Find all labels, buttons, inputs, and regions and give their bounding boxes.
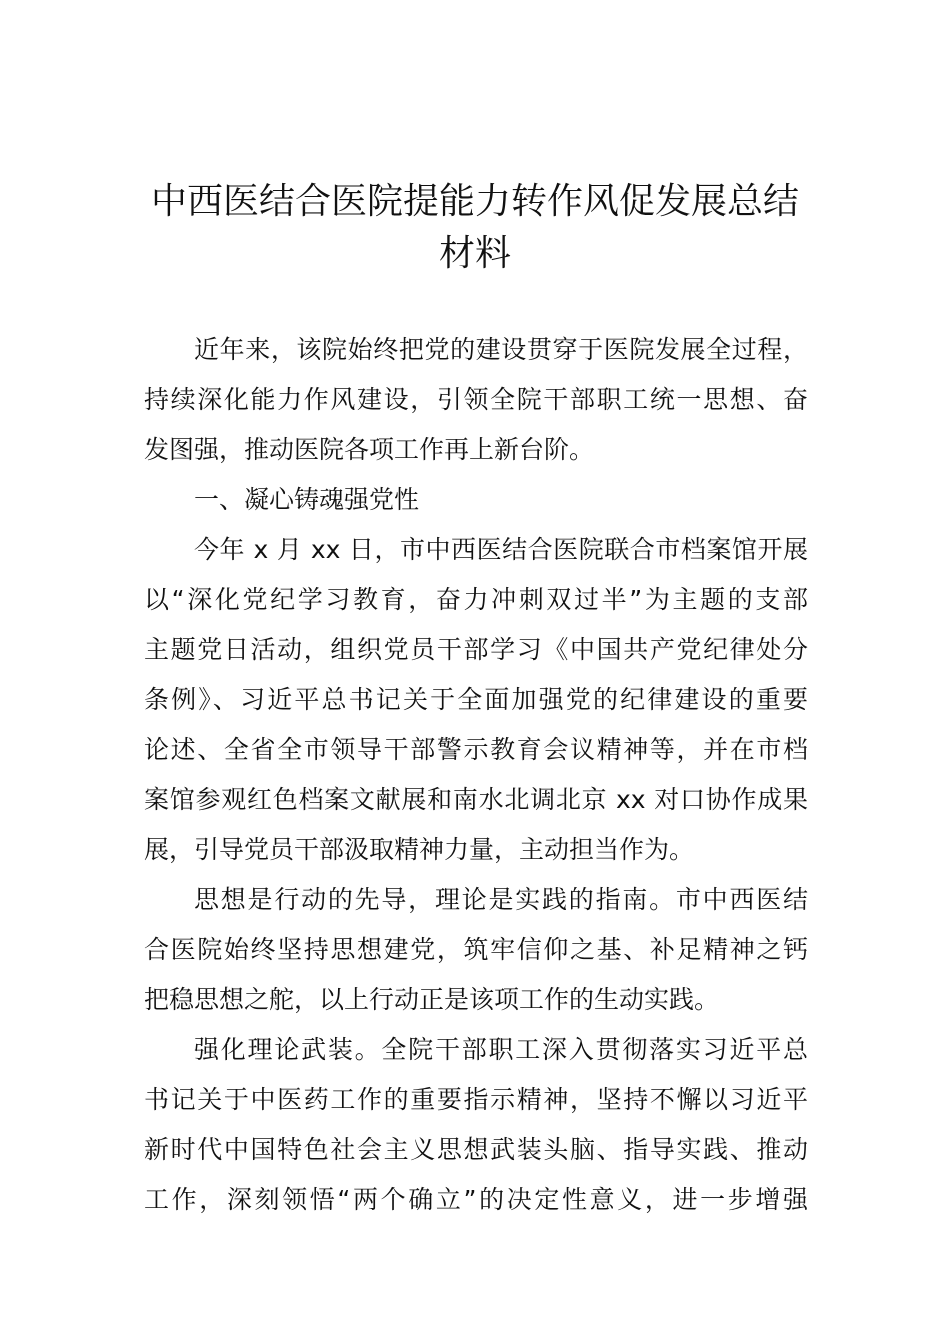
paragraph-3-line-1: 思想是行动的先导，理论是实践的指南。市中西医结 [194, 885, 808, 914]
paragraph-2-line-3: 主题党日活动，组织党员干部学习《中国共产党纪律处分 [144, 635, 808, 664]
document-title [140, 176, 810, 280]
paragraph-4-line-3: 新时代中国特色社会主义思想武装头脑、指导实践、推动 [144, 1135, 808, 1164]
paragraph-2-line-7: 展，引导党员干部汲取精神力量，主动担当作为。 [144, 835, 695, 864]
title-line-1: 中西医结合医院提能力转作风促发展总结 [150, 181, 799, 222]
paragraph-2-line-6: 案馆参观红色档案文献展和南水北调北京 xx 对口协作成果 [144, 785, 808, 814]
paragraph-1-line-2: 持续深化能力作风建设，引领全院干部职工统一思想、奋 [144, 385, 808, 414]
paragraph-2-line-2: 以“深化党纪学习教育，奋力冲刺双过半”为主题的支部 [144, 585, 808, 614]
paragraph-2-line-4: 条例》、习近平总书记关于全面加强党的纪律建设的重要 [144, 685, 808, 714]
paragraph-4-line-4: 工作，深刻领悟“两个确立”的决定性意义，进一步增强 [144, 1185, 808, 1214]
document-body [144, 325, 808, 1225]
paragraph-3-line-2: 合医院始终坚持思想建党，筑牢信仰之基、补足精神之钙 [144, 935, 808, 964]
paragraph-1-line-3: 发图强，推动医院各项工作再上新台阶。 [144, 435, 595, 464]
paragraph-3-line-3: 把稳思想之舵，以上行动正是该项工作的生动实践。 [144, 985, 720, 1014]
paragraph-4-line-2: 书记关于中医药工作的重要指示精神，坚持不懈以习近平 [144, 1085, 808, 1114]
section-heading-1: 一、凝心铸魂强党性 [194, 485, 420, 514]
paragraph-2-line-1: 今年 x 月 xx 日，市中西医结合医院联合市档案馆开展 [194, 535, 808, 564]
paragraph-4-line-1: 强化理论武装。全院干部职工深入贯彻落实习近平总 [194, 1035, 808, 1064]
title-line-2: 材料 [438, 233, 511, 274]
paragraph-1-line-1: 近年来，该院始终把党的建设贯穿于医院发展全过程， [194, 335, 808, 364]
paragraph-2-line-5: 论述、全省全市领导干部警示教育会议精神等，并在市档 [144, 735, 808, 764]
